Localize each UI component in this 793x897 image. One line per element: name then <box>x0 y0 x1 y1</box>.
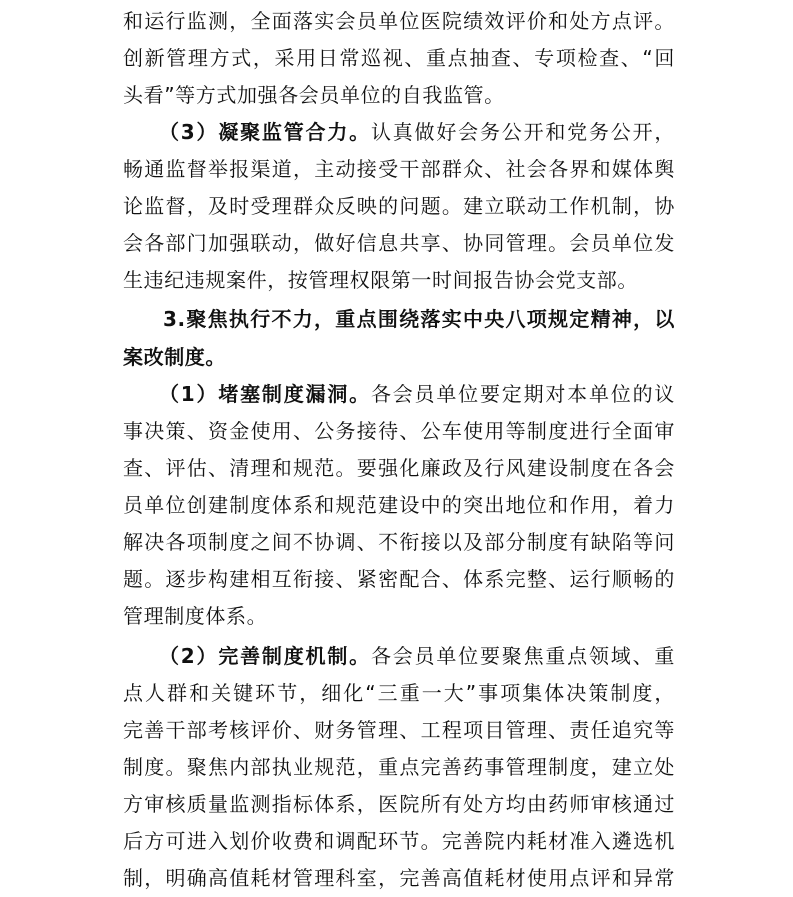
subsection-heading: （1）堵塞制度漏洞。 <box>159 382 371 406</box>
text-line: 生违纪违规案件，按管理权限第一时间报告协会党支部。 <box>123 268 638 292</box>
text-line: 和运行监测，全面落实会员单位医院绩效评价和处方点评。 <box>123 9 675 33</box>
text-line: 头看”等方式加强各会员单位的自我监管。 <box>123 83 505 107</box>
text-line: 解决各项制度之间不协调、不衔接以及部分制度有缺陷等问 <box>123 530 675 554</box>
text-line: 创新管理方式，采用日常巡视、重点抽查、专项检查、“回 <box>123 46 675 70</box>
subsection-heading-line <box>159 114 675 150</box>
text-line: 论监督，及时受理群众反映的问题。建立联动工作机制，协 <box>123 194 675 218</box>
subsection-heading-line <box>159 376 675 412</box>
section-heading: 3.聚焦执行不力，重点围绕落实中央八项规定精神，以 <box>163 307 675 331</box>
subsection-heading: （2）完善制度机制。 <box>159 644 371 668</box>
text-run: 各会员单位要定期对本单位的议 <box>370 382 675 406</box>
text-line: 员单位创建制度体系和规范建设中的突出地位和作用，着力 <box>123 493 675 517</box>
section-heading: 案改制度。 <box>123 345 226 369</box>
text-line: 点人群和关键环节，细化“三重一大”事项集体决策制度， <box>123 681 675 705</box>
text-line: 会各部门加强联动，做好信息共享、协同管理。会员单位发 <box>123 231 675 255</box>
text-line: 题。逐步构建相互衔接、紧密配合、体系完整、运行顺畅的 <box>123 567 675 591</box>
text-line: 制度。聚焦内部执业规范，重点完善药事管理制度，建立处 <box>123 755 675 779</box>
text-line: 管理制度体系。 <box>123 604 268 628</box>
text-run: 各会员单位要聚焦重点领域、重 <box>370 644 675 668</box>
section-heading-line <box>123 339 675 375</box>
text-line: 事决策、资金使用、公务接待、公车使用等制度进行全面审 <box>123 419 675 443</box>
text-run: 认真做好会务公开和党务公开， <box>370 120 675 144</box>
subsection-heading: （3）凝聚监管合力。 <box>159 120 371 144</box>
subsection-heading-line <box>159 638 675 674</box>
text-line: 查、评估、清理和规范。要强化廉政及行风建设制度在各会 <box>123 456 675 480</box>
section-heading-line <box>163 301 675 337</box>
text-line: 畅通监督举报渠道，主动接受干部群众、社会各界和媒体舆 <box>123 157 675 181</box>
text-line: 制，明确高值耗材管理科室，完善高值耗材使用点评和异常 <box>123 866 675 890</box>
text-line: 完善干部考核评价、财务管理、工程项目管理、责任追究等 <box>123 718 675 742</box>
text-line: 后方可进入划价收费和调配环节。完善院内耗材准入遴选机 <box>123 829 675 853</box>
text-line: 方审核质量监测指标体系，医院所有处方均由药师审核通过 <box>123 792 675 816</box>
